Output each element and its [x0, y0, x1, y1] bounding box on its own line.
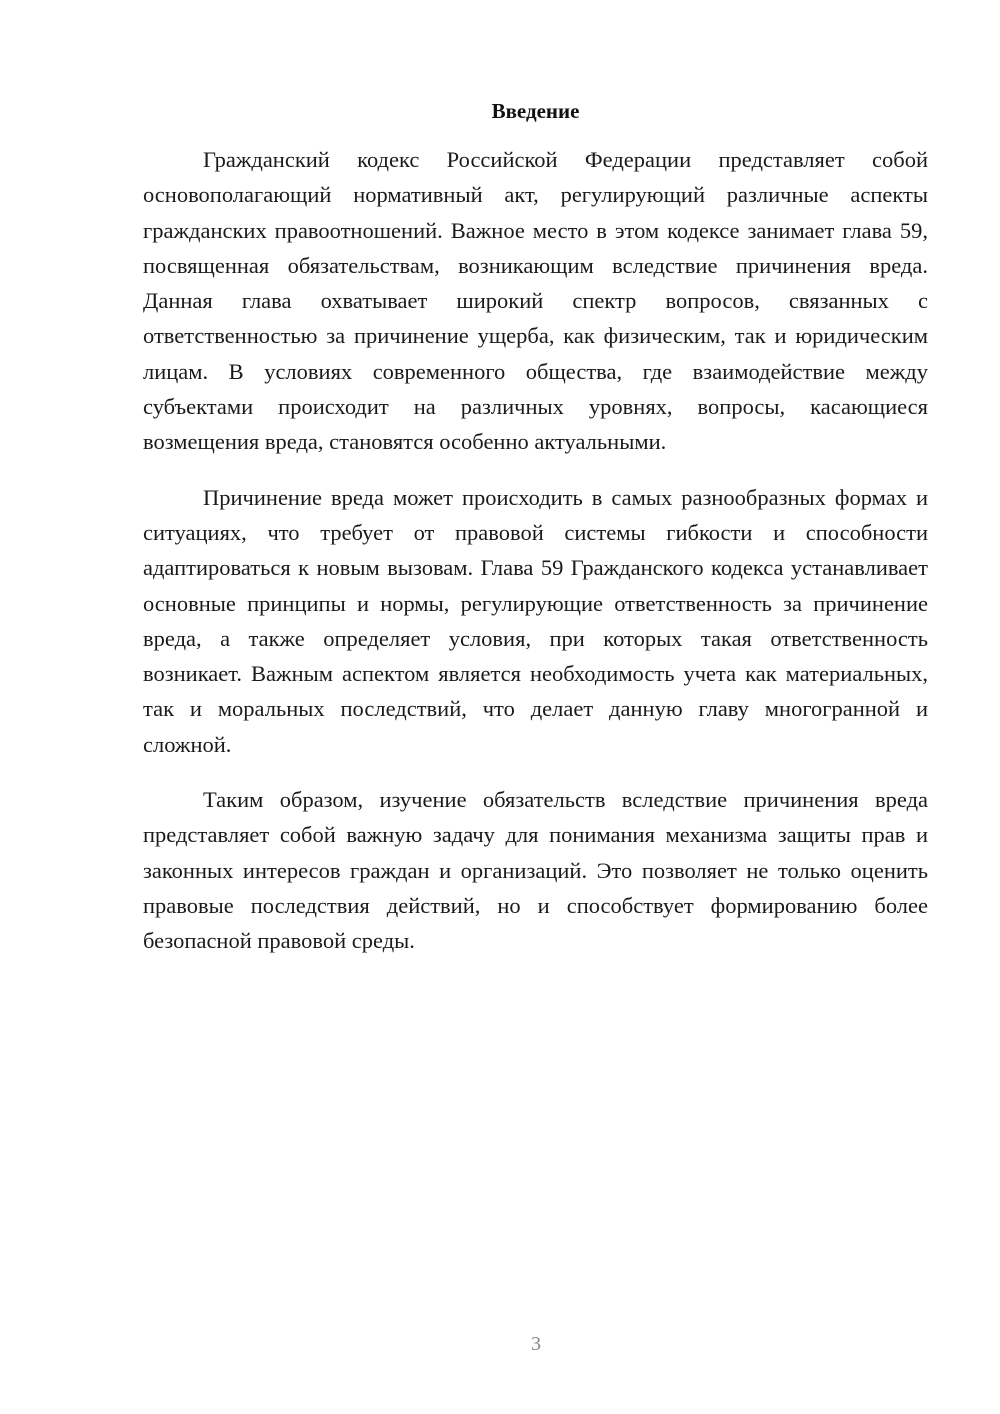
paragraph-2: Причинение вреда может происходить в самых разнообразных формах и ситуациях, что требует от правовой системы гибкости и способности адаптироваться к новым вызовам. Глава 59 Гражданского кодекса устанавливает основные принципы и нормы, регулирующие ответственность за причинение вреда, а также определяет условия, при которых такая ответственность возникает. Важным аспектом является необходимость учета как материальных, так и моральных последствий, что делает данную главу многогранной и сложной.: [143, 484, 928, 757]
paragraph-3: Таким образом, изучение обязательств вследствие причинения вреда представляет собой важную задачу для понимания механизма защиты прав и законных интересов граждан и организаций. Это позволяет не только оценить правовые последствия действий, но и способствует формированию более безопасной правовой среды.: [143, 787, 928, 954]
section-heading: Введение: [491, 99, 580, 123]
page-content: [143, 96, 928, 979]
paragraph-1: Гражданский кодекс Российской Федерации представляет собой основополагающий нормативный акт, регулирующий различные аспекты гражданских правоотношений. Важное место в этом кодексе занимает глава 59, посвященная обязательствам, возникающим вследствие причинения вреда. Данная глава охватывает широкий спектр вопросов, связанных с ответственностью за причинение ущерба, как физическим, так и юридическим лицам. В условиях современного общества, где взаимодействие между субъектами происходит на различных уровнях, вопросы, касающиеся возмещения вреда, становятся особенно актуальными.: [143, 147, 928, 455]
page-number: 3: [531, 1333, 541, 1355]
